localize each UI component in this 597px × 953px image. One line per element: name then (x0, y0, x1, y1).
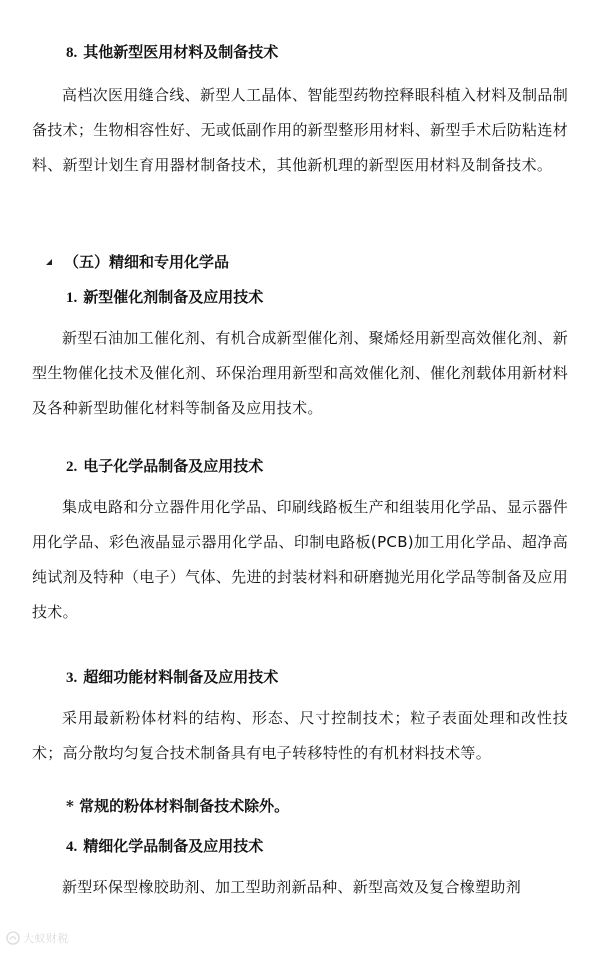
brand-logo-icon (6, 931, 20, 945)
section-title: 新型催化剂制备及应用技术 (83, 288, 264, 306)
watermark (6, 930, 69, 946)
section-heading-2 (66, 456, 263, 477)
watermark-text: 大蚁财税 (23, 932, 69, 945)
section-number: 4. (66, 839, 78, 855)
section-body-3: 采用最新粉体材料的结构、形态、尺寸控制技术；粒子表面处理和改性技术；高分散均匀复合技术制备具有电子转移特性的有机材料技术等。 (32, 709, 568, 762)
section-number: 8. (66, 45, 78, 61)
group-toggle-5[interactable] (46, 252, 229, 272)
section-heading-3 (66, 667, 278, 688)
section-body-1: 新型石油加工催化剂、有机合成新型催化剂、聚烯烃用新型高效催化剂、新型生物催化技术及催化剂、环保治理用新型和高效催化剂、催化剂载体用新材料及各种新型助催化材料等制备及应用技术。 (32, 329, 568, 417)
section-title: 电子化学品制备及应用技术 (83, 457, 264, 475)
section-note-3: * 常规的粉体材料制备技术除外。 (66, 797, 290, 815)
section-heading-1 (66, 287, 263, 308)
collapse-triangle-icon[interactable] (46, 259, 52, 265)
section-heading-4 (66, 836, 263, 857)
section-body-2: 集成电路和分立器件用化学品、印刷线路板生产和组装用化学品、显示器件用化学品、彩色液晶显示器用化学品、印制电路板(PCB)加工用化学品、超净高纯试剂及特种（电子）气体、先进的封装材料和研磨抛光用化学品等制备及应用技术。 (32, 498, 568, 621)
section-heading-8 (66, 42, 278, 63)
section-title: 精细化学品制备及应用技术 (83, 837, 264, 855)
section-body-8: 高档次医用缝合线、新型人工晶体、智能型药物控释眼科植入材料及制品制备技术；生物相容性好、无或低副作用的新型整形用材料、新型手术后防粘连材料、新型计划生育用器材制备技术，其他新机理的新型医用材料及制备技术。 (32, 86, 568, 174)
group-label: （五）精细和专用化学品 (64, 253, 230, 271)
section-number: 3. (66, 670, 78, 686)
section-number: 2. (66, 459, 78, 475)
section-title: 其他新型医用材料及制备技术 (83, 43, 279, 61)
section-body-4: 新型环保型橡胶助剂、加工型助剂新品种、新型高效及复合橡塑助剂 (62, 878, 522, 896)
section-number: 1. (66, 290, 78, 306)
section-title: 超细功能材料制备及应用技术 (83, 668, 279, 686)
